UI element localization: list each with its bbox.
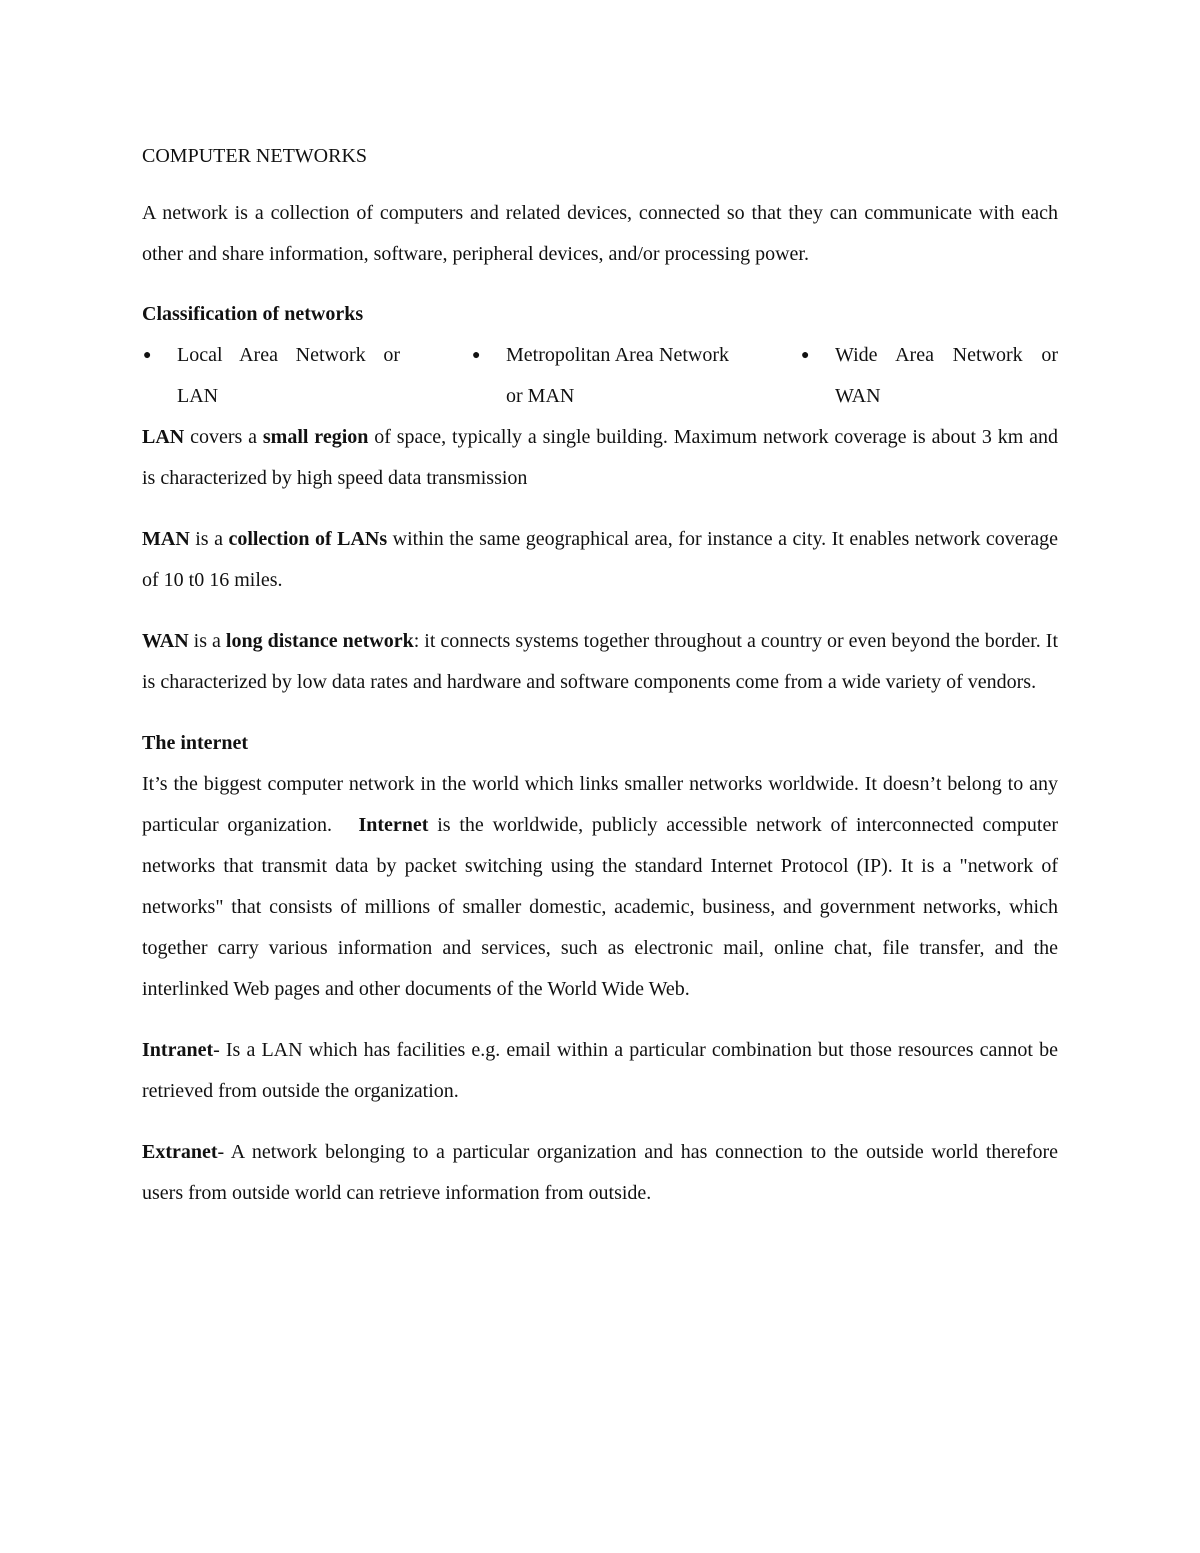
man-text-1: is a bbox=[189, 528, 229, 550]
wan-paragraph bbox=[142, 621, 1058, 703]
wan-term: WAN bbox=[142, 630, 189, 652]
classification-list bbox=[142, 335, 1058, 417]
list-item bbox=[471, 335, 729, 417]
lan-paragraph bbox=[142, 417, 1058, 499]
classification-item-man: Metropolitan Area Network or MAN bbox=[506, 344, 729, 407]
intranet-paragraph bbox=[142, 1030, 1058, 1112]
wan-emphasis: long distance network bbox=[225, 630, 414, 652]
extranet-text: - A network belonging to a particular organization and has connection to the outside world therefore users from outside world can retrieve information from outside. bbox=[142, 1141, 1058, 1204]
extranet-paragraph bbox=[142, 1132, 1058, 1214]
internet-text-1: It’s the biggest computer network in the world which links smaller networks worldwide. It doesn’t belong to any particular organization. bbox=[142, 773, 1063, 836]
man-term: MAN bbox=[142, 528, 190, 550]
bullet-icon: ● bbox=[472, 348, 481, 363]
lan-term: LAN bbox=[142, 426, 185, 448]
lan-text-1: covers a bbox=[184, 426, 263, 448]
lan-emphasis: small region bbox=[262, 426, 369, 448]
wan-text-1: is a bbox=[188, 630, 226, 652]
document-title: COMPUTER NETWORKS bbox=[142, 145, 368, 167]
internet-emphasis: Internet bbox=[358, 814, 429, 836]
document-page bbox=[142, 138, 1063, 1214]
man-paragraph bbox=[142, 519, 1058, 601]
extranet-term: Extranet bbox=[142, 1141, 218, 1163]
bullet-icon: ● bbox=[801, 348, 810, 363]
classification-item-lan: Local Area Network or LAN bbox=[177, 344, 400, 407]
internet-heading: The internet bbox=[142, 732, 249, 754]
classification-item-wan: Wide Area Network or WAN bbox=[835, 344, 1058, 407]
wan-text-2: : it connects systems together throughout a country or even beyond the border. It is characterized by low data rates and hardware and software components come from a wide variety of vendors. bbox=[142, 630, 1059, 693]
intranet-term: Intranet bbox=[142, 1039, 214, 1061]
man-emphasis: collection of LANs bbox=[228, 528, 388, 550]
classification-heading: Classification of networks bbox=[142, 303, 364, 325]
list-item bbox=[142, 335, 400, 417]
internet-paragraph bbox=[142, 764, 1063, 1010]
list-item bbox=[800, 335, 1058, 417]
man-text-2: within the same geographical area, for instance a city. It enables network coverage of 10 t0 16 miles. bbox=[142, 528, 1058, 591]
intro-paragraph: A network is a collection of computers and related devices, connected so that they can communicate with each other and share information, software, peripheral devices, and/or processing power. bbox=[142, 202, 1058, 265]
internet-text-2: is the worldwide, publicly accessible network of interconnected computer networks that transmit data by packet switching using the standard Internet Protocol (IP). It is a "network of networks" that consists of millions of smaller domestic, academic, business, and government networks, which together carry various information and services, such as electronic mail, online chat, file transfer, and the interlinked Web pages and other documents of the World Wide Web. bbox=[142, 814, 1063, 1000]
lan-text-2: of space, typically a single building. Maximum network coverage is about 3 km and is characterized by high speed data transmission bbox=[142, 426, 1059, 489]
intranet-text: - Is a LAN which has facilities e.g. email within a particular combination but those resources cannot be retrieved from outside the organization. bbox=[142, 1039, 1058, 1102]
bullet-icon: ● bbox=[143, 348, 152, 363]
